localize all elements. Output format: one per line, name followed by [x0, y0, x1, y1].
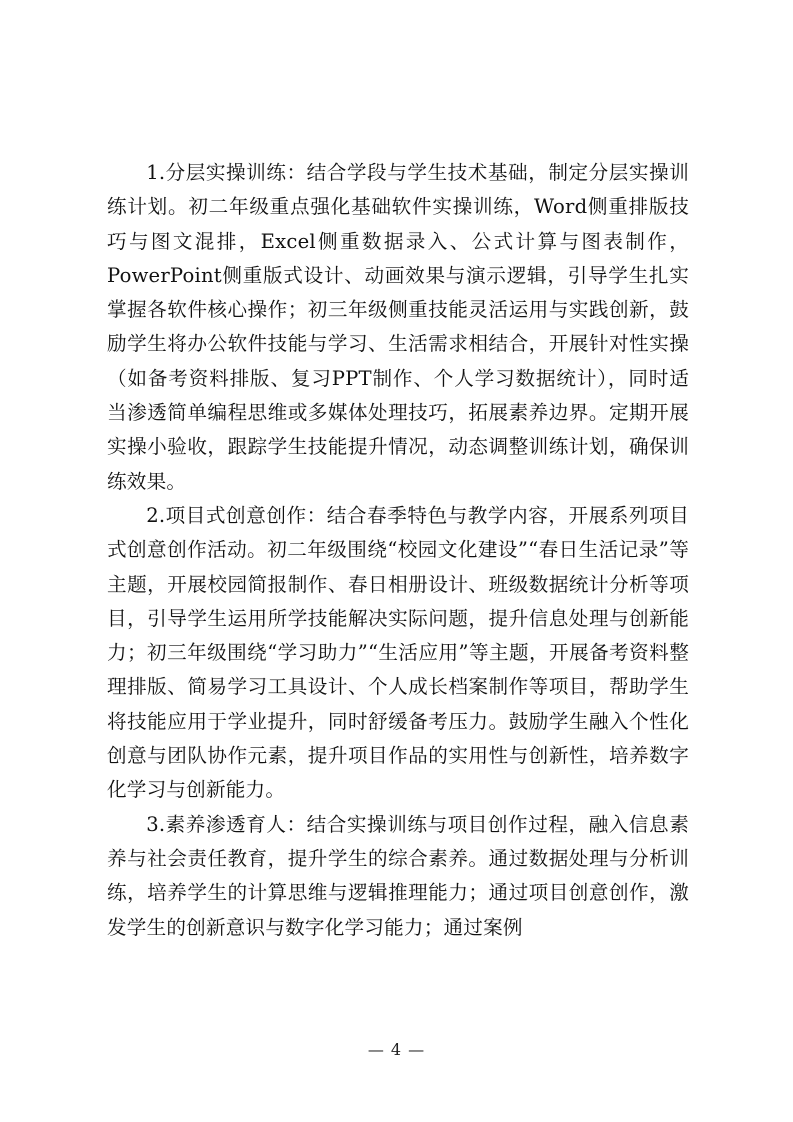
page-number: — 4 — [367, 1040, 426, 1059]
paragraph-project-creation: 2.项目式创意创作：结合春季特色与教学内容，开展系列项目式创意创作活动。初二年级围绕“校园文化建设”“春日生活记录”等主题，开展校园简报制作、春日相册设计、班级数据统计分析等项目，引导学生运用所学技能解决实际问题，提升信息处理与创新能力；初三年级围绕“学习助力”“生活应用”等主题，开展备考资料整理排版、简易学习工具设计、个人成长档案制作等项目，帮助学生将技能应用于学业提升，同时舒缓备考压力。鼓励学生融入个性化创意与团队协作元素，提升项目作品的实用性与创新性，培养数字化学习与创新能力。 [107, 503, 689, 802]
paragraph-literacy-education: 3.素养渗透育人：结合实操训练与项目创作过程，融入信息素养与社会责任教育，提升学生的综合素养。通过数据处理与分析训练，培养学生的计算思维与逻辑推理能力；通过项目创意创作，激发学生的创新意识与数字化学习能力；通过案例 [107, 812, 689, 939]
body-text [107, 156, 689, 945]
paragraph-layered-training: 1.分层实操训练：结合学段与学生技术基础，制定分层实操训练计划。初二年级重点强化基础软件实操训练，Word侧重排版技巧与图文混排，Excel侧重数据录入、公式计算与图表制作，PowerPoint侧重版式设计、动画效果与演示逻辑，引导学生扎实掌握各软件核心操作；初三年级侧重技能灵活运用与实践创新，鼓励学生将办公软件技能与学习、生活需求相结合，开展针对性实操（如备考资料排版、复习PPT制作、个人学习数据统计），同时适当渗透简单编程思维或多媒体处理技巧，拓展素养边界。定期开展实操小验收，跟踪学生技能提升情况，动态调整训练计划，确保训练效果。 [107, 161, 689, 493]
